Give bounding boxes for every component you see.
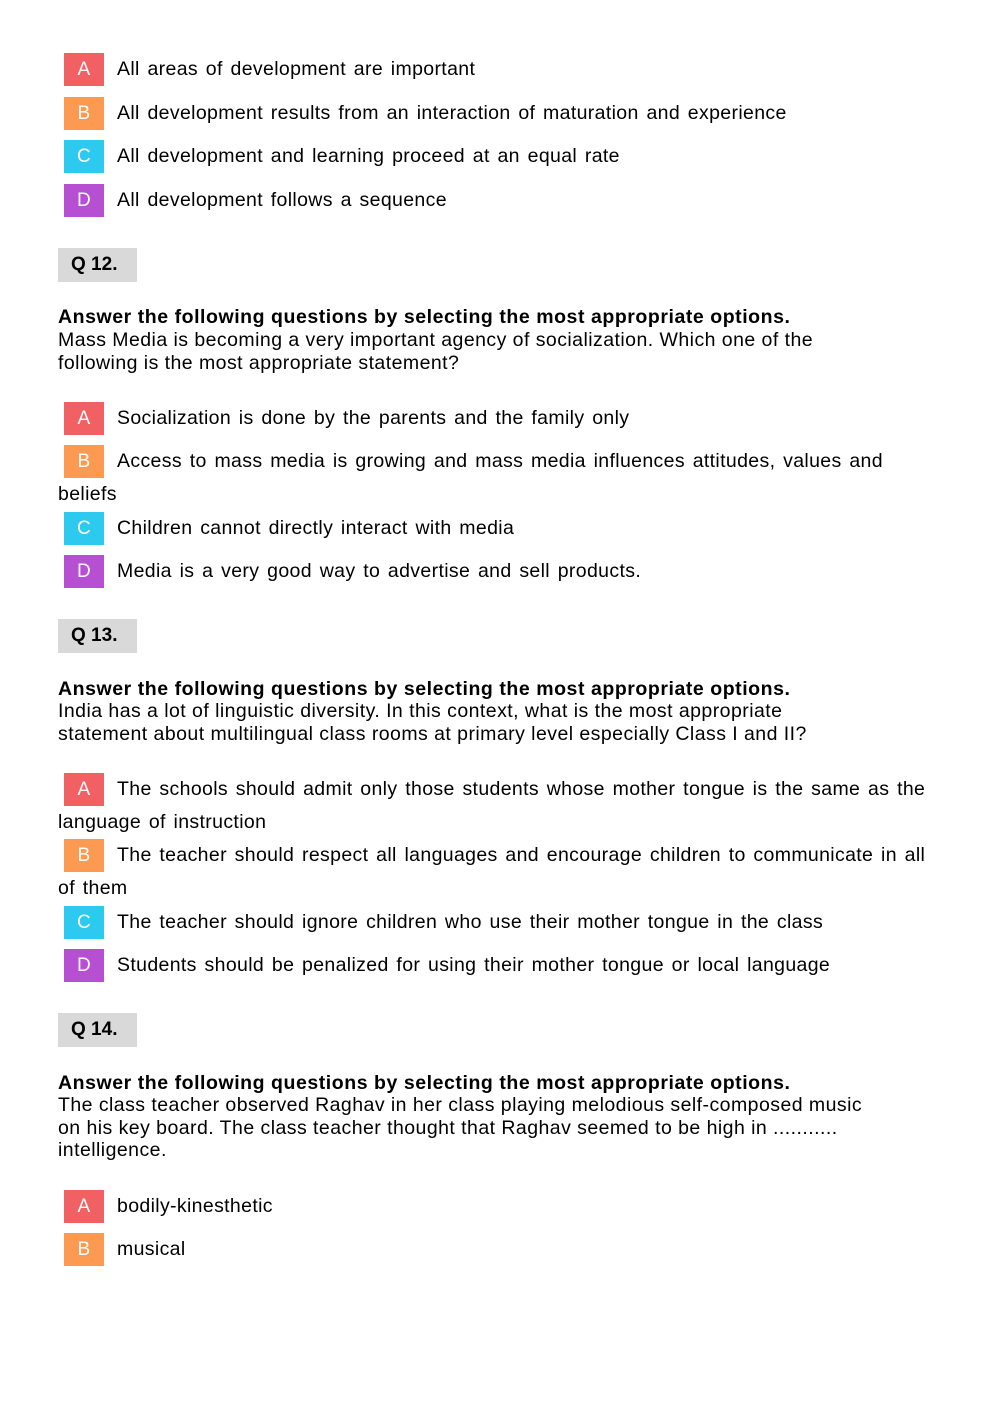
option-c[interactable] <box>58 512 934 545</box>
option-badge-c: C <box>64 140 104 173</box>
option-text: The schools should admit only those students whose mother tongue is the same as the language of instruction <box>58 778 926 833</box>
option-badge-b: B <box>64 1233 104 1266</box>
question-text-line: following is the most appropriate statement? <box>58 352 460 374</box>
option-d[interactable] <box>58 184 934 217</box>
option-text: The teacher should respect all languages and encourage children to communicate in all of them <box>58 844 926 899</box>
question-text-line: on his key board. The class teacher thought that Raghav seemed to be high in ........... <box>58 1117 838 1139</box>
option-text: All areas of development are important <box>117 58 476 80</box>
option-c[interactable] <box>58 906 934 939</box>
option-d[interactable] <box>58 555 934 588</box>
option-a[interactable] <box>58 1190 934 1223</box>
option-a[interactable] <box>58 53 934 86</box>
question-instruction: Answer the following questions by selecting the most appropriate options. <box>58 678 791 700</box>
question-text-line: The class teacher observed Raghav in her class playing melodious self-composed music <box>58 1094 863 1116</box>
option-text: Access to mass media is growing and mass media influences attitudes, values and beliefs <box>58 450 883 505</box>
option-text: The teacher should ignore children who use their mother tongue in the class <box>117 911 824 933</box>
option-badge-d: D <box>64 184 104 217</box>
option-text: Media is a very good way to advertise and sell products. <box>117 560 642 582</box>
question-number-label: Q 12. <box>58 248 137 282</box>
option-badge-b: B <box>64 839 104 872</box>
option-badge-a: A <box>64 53 104 86</box>
option-badge-c: C <box>64 512 104 545</box>
option-text: bodily-kinesthetic <box>117 1195 273 1217</box>
option-a[interactable] <box>58 402 934 435</box>
question-instruction: Answer the following questions by selecting the most appropriate options. <box>58 1072 791 1094</box>
option-badge-d: D <box>64 555 104 588</box>
option-text: All development follows a sequence <box>117 189 447 211</box>
question-text-line: Mass Media is becoming a very important agency of socialization. Which one of the <box>58 329 814 351</box>
option-text: All development and learning proceed at an equal rate <box>117 145 620 167</box>
option-c[interactable] <box>58 140 934 173</box>
option-text: Children cannot directly interact with media <box>117 517 515 539</box>
option-badge-d: D <box>64 949 104 982</box>
option-b[interactable] <box>58 97 934 130</box>
option-text: All development results from an interaction of maturation and experience <box>117 102 787 124</box>
question-text-line: statement about multilingual class rooms at primary level especially Class I and II? <box>58 723 807 745</box>
option-badge-c: C <box>64 906 104 939</box>
option-text: musical <box>117 1238 186 1260</box>
question-number-label: Q 14. <box>58 1013 137 1047</box>
option-b[interactable] <box>58 445 934 511</box>
option-badge-a: A <box>64 1190 104 1223</box>
option-badge-a: A <box>64 402 104 435</box>
option-badge-b: B <box>64 97 104 130</box>
option-text: Students should be penalized for using their mother tongue or local language <box>117 954 831 976</box>
option-b[interactable] <box>58 1233 934 1266</box>
option-badge-a: A <box>64 773 104 806</box>
question-instruction: Answer the following questions by selecting the most appropriate options. <box>58 306 791 328</box>
option-a[interactable] <box>58 773 934 839</box>
question-number-label: Q 13. <box>58 619 137 653</box>
option-d[interactable] <box>58 949 934 982</box>
question-text-line: India has a lot of linguistic diversity. In this context, what is the most appropriate <box>58 700 783 722</box>
option-text: Socialization is done by the parents and the family only <box>117 407 630 429</box>
question-text-line: intelligence. <box>58 1139 167 1161</box>
option-badge-b: B <box>64 445 104 478</box>
option-b[interactable] <box>58 839 934 905</box>
